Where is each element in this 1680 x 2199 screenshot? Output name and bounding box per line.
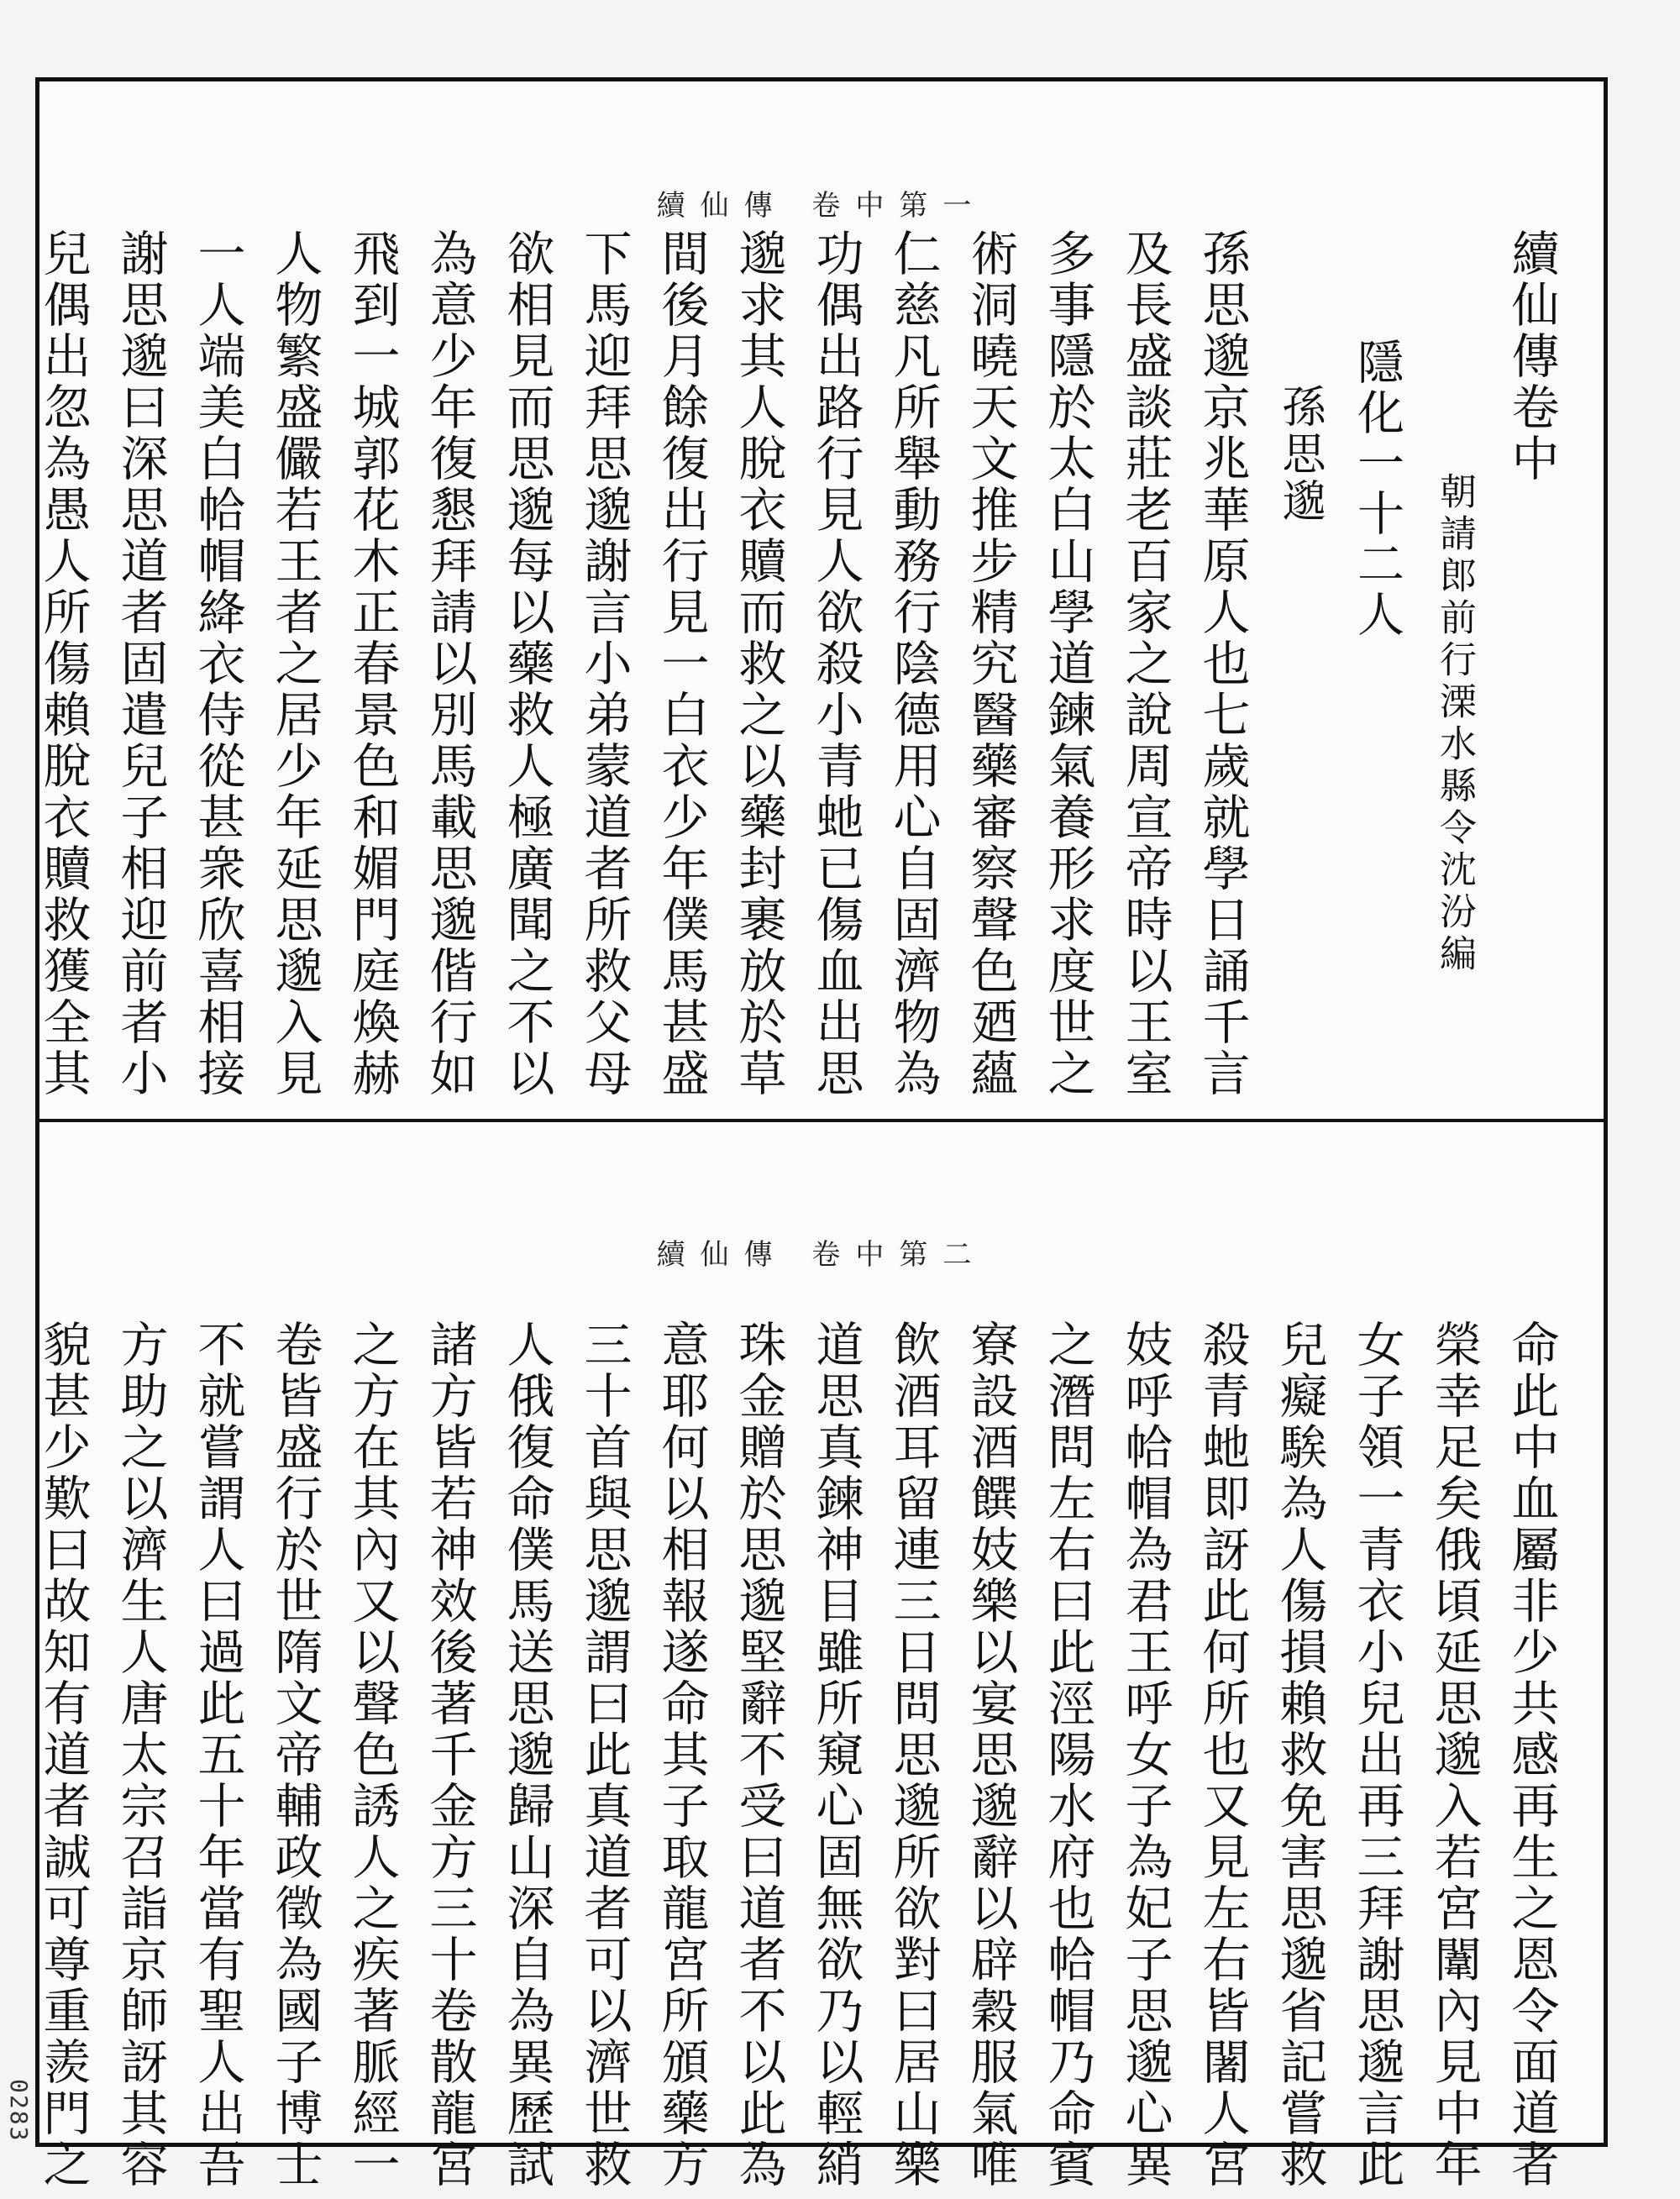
text-column: 道思真鍊神目雖所窺心固無欲乃以輕綃 bbox=[808, 1320, 864, 2191]
text-column: 妓呼帢帽為君王呼女子為妃子思邈心異 bbox=[1117, 1320, 1173, 2191]
text-column: 隱化一十二人 bbox=[1350, 338, 1404, 640]
text-column: 寮設酒饌妓樂以宴思邈辭以辟穀服氣唯 bbox=[963, 1320, 1018, 2191]
text-column: 珠金贈於思邈堅辭不受曰道者不以此為 bbox=[731, 1320, 786, 2191]
text-column: 孫思邈 bbox=[1274, 384, 1325, 525]
text-column: 方助之以濟生人唐太宗召詣京師訝其容 bbox=[113, 1320, 168, 2191]
text-column: 女子領一青衣小兒出再三拜謝思邈言此 bbox=[1349, 1320, 1404, 2191]
text-column: 邈求其人脫衣贖而救之以藥封裹放於草 bbox=[731, 228, 786, 1100]
text-column: 一人端美白帢帽絳衣侍從甚衆欣喜相接 bbox=[190, 228, 245, 1100]
text-column: 功偶出路行見人欲殺小青虵已傷血出思 bbox=[808, 228, 864, 1100]
text-column: 續仙傳卷中 bbox=[1504, 228, 1559, 485]
text-column: 朝請郎前行溧水縣令沈汾編 bbox=[1433, 472, 1476, 976]
text-column: 不就嘗謂人曰過此五十年當有聖人出吾 bbox=[190, 1320, 245, 2191]
text-column: 貌甚少歎曰故知有道者誠可尊重羨門之 bbox=[35, 1320, 91, 2191]
text-columns bbox=[24, 1320, 1570, 2191]
text-column: 殺青虵即訝此何所也又見左右皆闍人宮 bbox=[1194, 1320, 1250, 2191]
text-column: 飛到一城郭花木正春景色和媚門庭煥赫 bbox=[344, 228, 400, 1100]
text-column: 飲酒耳留連三日問思邈所欲對曰居山樂 bbox=[885, 1320, 941, 2191]
text-column: 術洞曉天文推步精究醫藥審察聲色廼蘊 bbox=[963, 228, 1018, 1100]
page-frame bbox=[35, 77, 1608, 2191]
text-column: 孫思邈京兆華原人也七歲就學日誦千言 bbox=[1194, 228, 1250, 1100]
text-column: 諸方皆若神效後著千金方三十卷散龍宮 bbox=[422, 1320, 477, 2191]
top-panel bbox=[35, 81, 1604, 1119]
text-column: 榮幸足矣俄頃延思邈入若宮闈內見中年 bbox=[1426, 1320, 1482, 2191]
bottom-panel bbox=[35, 1122, 1604, 2191]
text-column: 命此中血屬非少共感再生之恩令面道者 bbox=[1504, 1320, 1559, 2191]
text-column: 卷皆盛行於世隋文帝輔政徵為國子博士 bbox=[267, 1320, 323, 2191]
text-column: 為意少年復懇拜請以別馬載思邈偕行如 bbox=[422, 228, 477, 1100]
text-column: 仁慈凡所舉動務行陰德用心自固濟物為 bbox=[885, 228, 941, 1100]
text-column: 人物繁盛儼若王者之居少年延思邈入見 bbox=[267, 228, 323, 1100]
text-column: 人俄復命僕馬送思邈歸山深自為異歷試 bbox=[499, 1320, 554, 2191]
text-column: 謝思邈曰深思道者固遣兒子相迎前者小 bbox=[113, 228, 168, 1100]
text-column: 及長盛談莊老百家之說周宣帝時以王室 bbox=[1117, 228, 1173, 1100]
text-column: 欲相見而思邈每以藥救人極廣聞之不以 bbox=[499, 228, 554, 1100]
text-column: 兒偶出忽為愚人所傷賴脫衣贖救獲全其 bbox=[35, 228, 91, 1100]
running-header: 續仙傳 卷中第一 bbox=[656, 189, 987, 223]
text-column: 意耶何以相報遂命其子取龍宮所頒藥方 bbox=[654, 1320, 709, 2191]
text-column: 間後月餘復出行見一白衣少年僕馬甚盛 bbox=[654, 228, 709, 1100]
text-columns bbox=[24, 228, 1570, 1100]
text-column: 之方在其內又以聲色誘人之疾著脈經一 bbox=[344, 1320, 400, 2191]
text-column: 下馬迎拜思邈謝言小弟蒙道者所救父母 bbox=[576, 228, 632, 1100]
text-column: 兒癡騃為人傷損賴救免害思邈省記嘗救 bbox=[1272, 1320, 1327, 2191]
text-column: 三十首與思邈謂曰此真道者可以濟世救 bbox=[576, 1320, 632, 2191]
text-column: 多事隱於太白山學道鍊氣養形求度世之 bbox=[1040, 228, 1095, 1100]
running-header: 續仙傳 卷中第二 bbox=[656, 1238, 987, 1272]
text-column: 之潛問左右曰此涇陽水府也帢帽乃命賓 bbox=[1040, 1320, 1095, 2191]
page-number: 0283 bbox=[5, 2079, 33, 2143]
